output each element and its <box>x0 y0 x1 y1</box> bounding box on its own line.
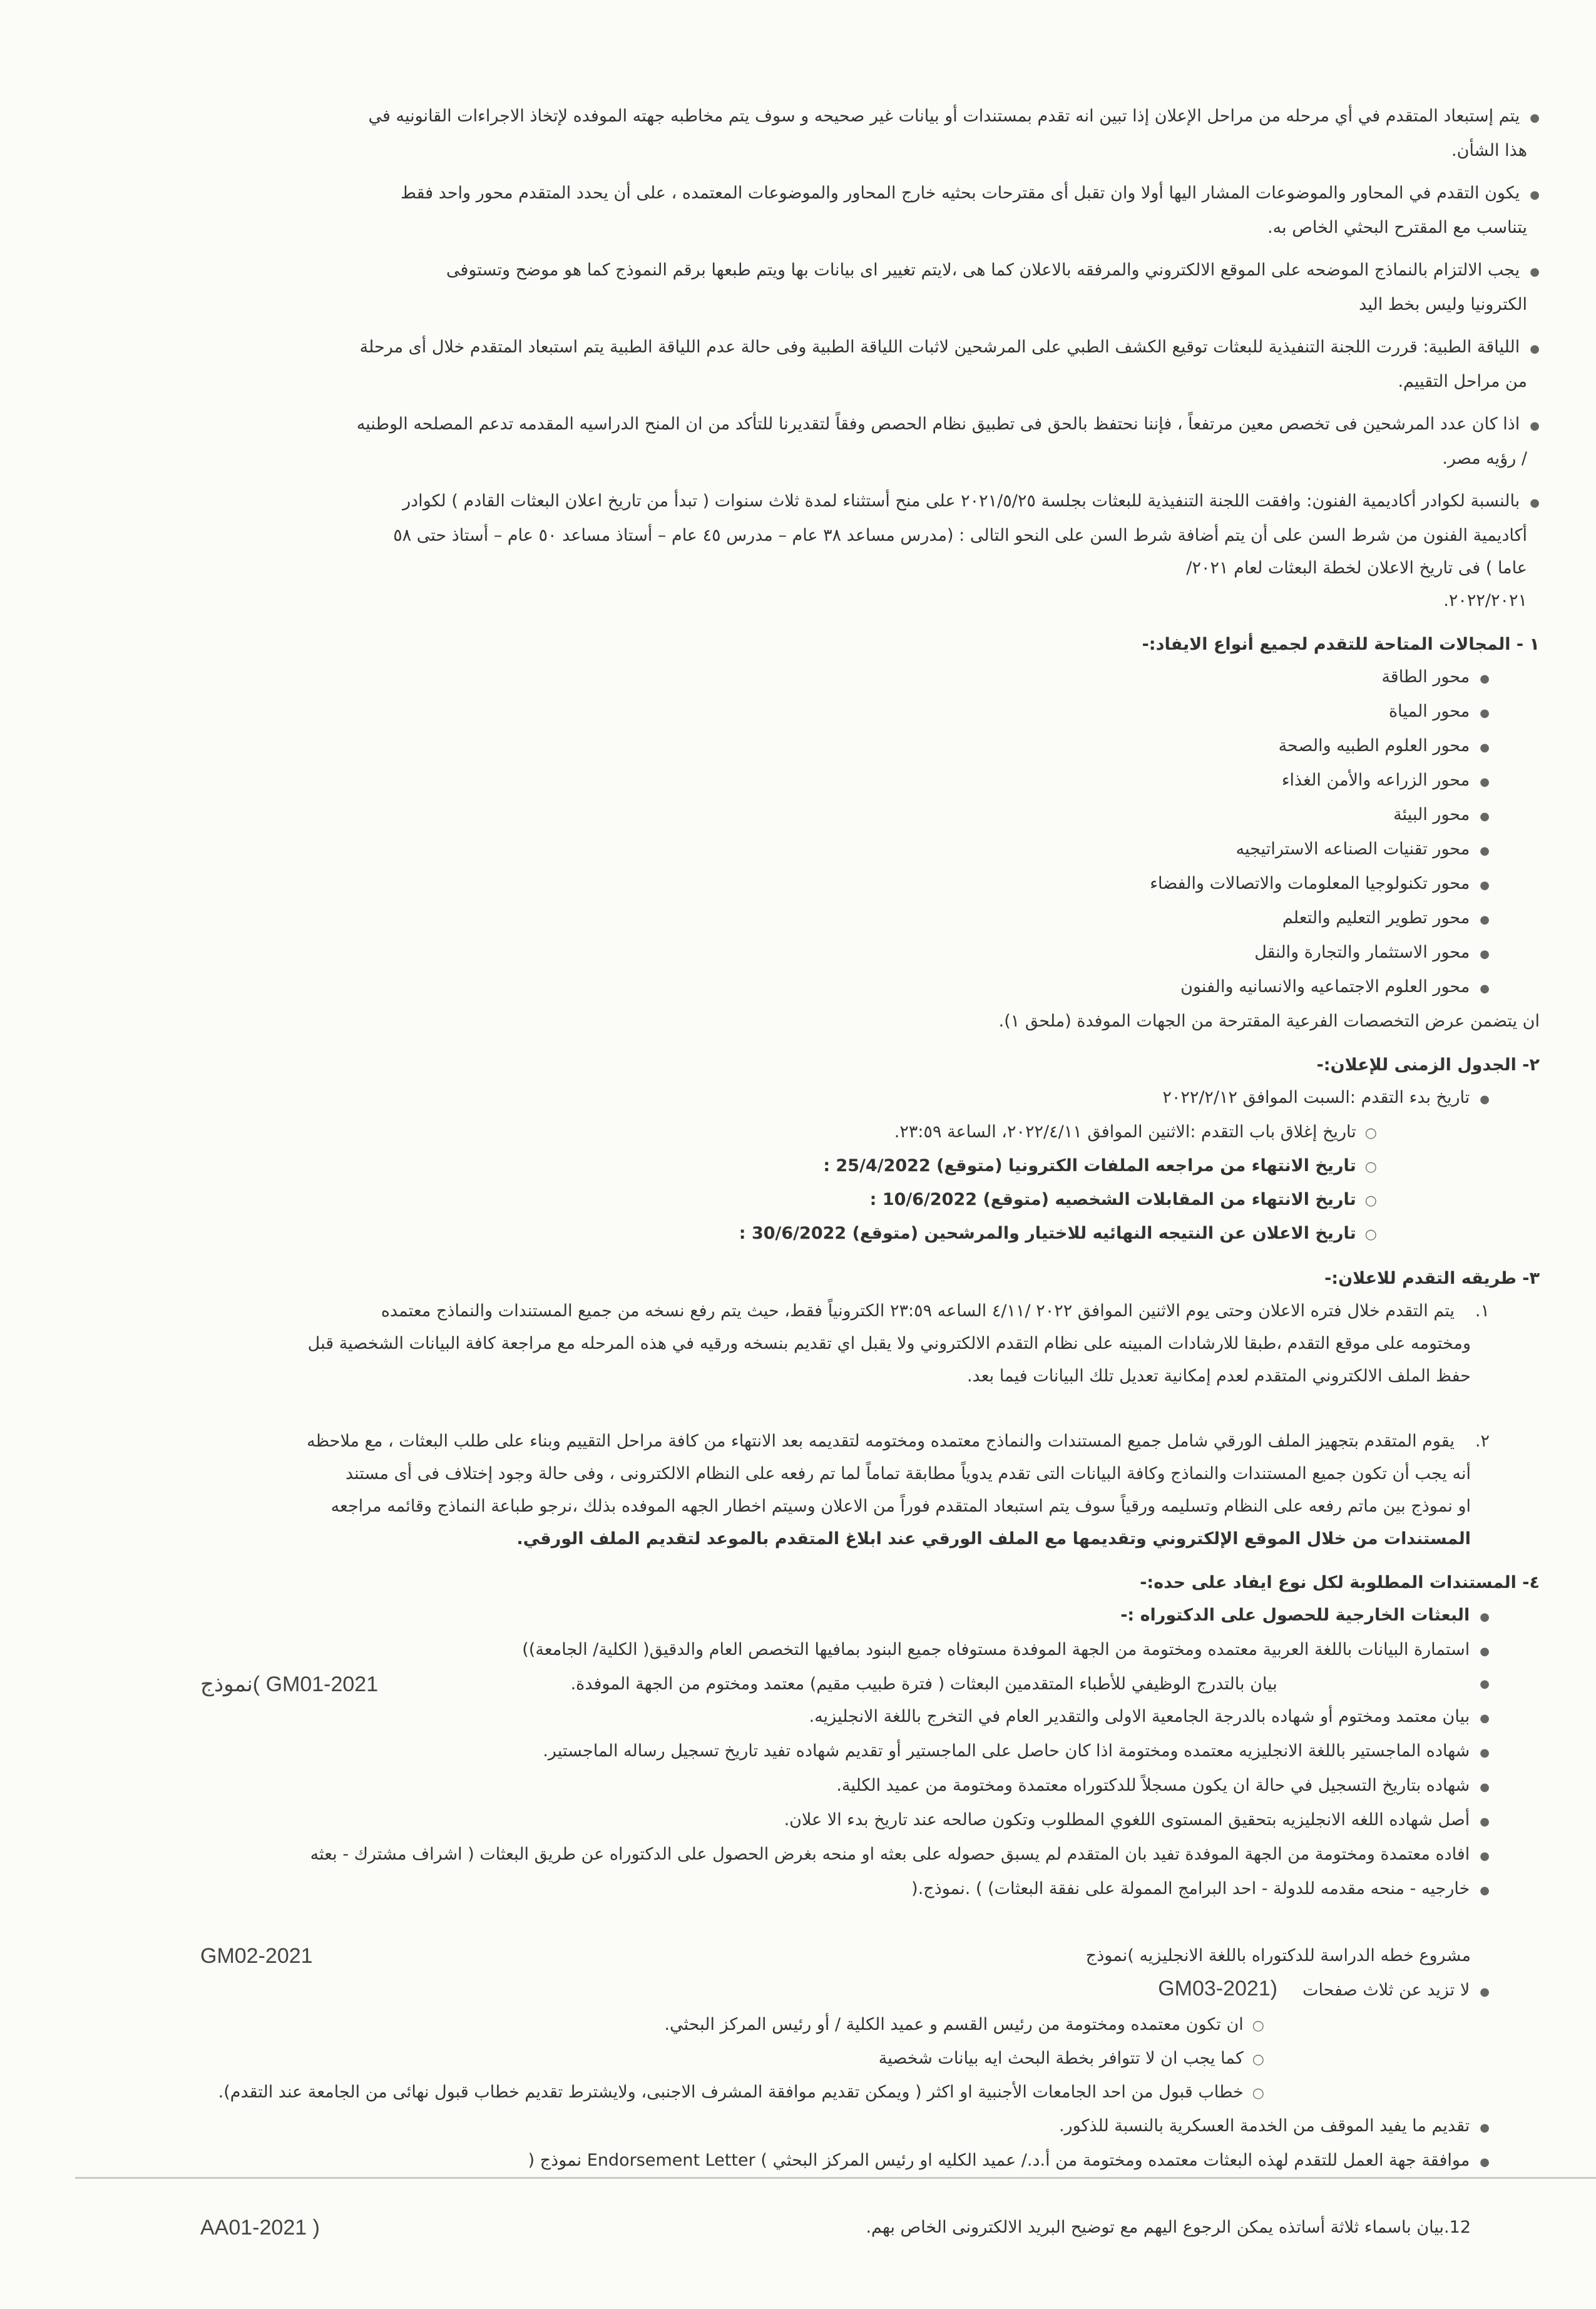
method-step-number: ٢. <box>1475 1431 1490 1451</box>
timeline-heading: ٢- الجدول الزمنى للإعلان:- <box>1316 1055 1540 1075</box>
timeline-interviews: ○ تاريخ الانتهاء من المقابلات الشخصيه (متوقع) 10/6/2022 : <box>163 1184 1540 1217</box>
condition-exclusion-cont: هذا الشأن. <box>1451 141 1527 160</box>
field-item: ● محور الاستثمار والتجارة والنقل <box>163 936 1540 971</box>
method-step-2-cont: المستندات من خلال الموقع الإلكتروني وتقديمها مع الملف الورقي عند ابلاغ المتقدم بالموعد لتقديم الملف الورقي. <box>516 1529 1471 1549</box>
condition-axes: ● يكون التقدم في المحاور والموضوعات المشار اليها أولا وان تقبل أى مقترحات بحثيه خارج المحاور والموضوعات المعتمده ، على أن يحدد المتقدم محور واحد فقط <box>163 177 1540 212</box>
documents-heading: ٤- المستندات المطلوبة لكل نوع ايفاد على حده:- <box>1140 1573 1540 1592</box>
document-item: ● افاده معتمدة ومختومة من الجهة الموفدة تفيد بان المتقدم لم يسبق حصوله على بعثه او منحه بغرض الحصول على الدكتوراه عن طريق البعثات ( اشراف مشترك - بعثه <box>163 1838 1540 1873</box>
field-item: ● محور البيئة <box>163 799 1540 833</box>
document-item <box>163 1972 1540 2009</box>
method-section <box>163 1262 1540 1555</box>
field-item: ● محور المياة <box>163 695 1540 730</box>
document-item <box>163 2244 1540 2276</box>
method-step-1-cont: ومختومه على موقع التقدم ،طبقا للارشادات المبينه على نظام التقدم الالكتروني ولا يقبل اي تقديم بنسخه ورقيه في هذه المرحله مع مراجعة كافة البيانات الشخصية قبل <box>307 1334 1471 1353</box>
condition-quota-cont: / رؤيه مصر. <box>1442 449 1527 468</box>
condition-exclusion: ● يتم إستبعاد المتقدم في أي مرحله من مراحل الإعلان إذا تبين انه تقدم بمستندات أو بيانات غير صحيحه و سوف يتم مخاطبه جهته الموفده لإتخاذ الاجراءات القانونيه في <box>163 100 1540 135</box>
document-subitem: ○ كما يجب ان لا تتوافر بخطة البحث ايه بيانات شخصية <box>163 2042 1540 2076</box>
method-heading: ٣- طريقه التقدم للاعلان:- <box>1324 1269 1540 1288</box>
document-item: ● شهاده الماجستير باللغة الانجليزيه معتمده ومختومة اذا كان حاصل على الماجستير أو تقديم شهاده تفيد تاريخ تسجيل رساله الماجستير. <box>163 1735 1540 1769</box>
document-item-cont <box>163 1907 1540 1940</box>
documents-section <box>163 1567 1540 2309</box>
condition-arts-cont-2: عاما ) فى تاريخ الاعلان لخطة البعثات لعام ٢٠٢١/ <box>1186 558 1527 578</box>
scan-edge-line <box>75 2177 1596 2179</box>
form-code: نموذج( GM01-2021 <box>200 1672 379 1696</box>
document-item-cont <box>163 2179 1540 2211</box>
document-item: ● بيان معتمد ومختوم أو شهاده بالدرجة الجامعية الاولى والتقدير العام في التخرج باللغة الانجليزيه. <box>163 1701 1540 1735</box>
document-item <box>163 1668 1540 1701</box>
method-step-2-cont: او نموذج بين ماتم رفعه على النظام وتسليمه ورقياً سوف يتم استبعاد المتقدم فوراً من الاعلان وسيتم اخطار الجهه الموفده بذلك ،نرجو طباعة النماذج وقائمه مراجعه <box>330 1497 1471 1516</box>
field-item: ● محور تقنيات الصناعه الاستراتيجيه <box>163 833 1540 868</box>
field-item: ● محور تطوير التعليم والتعلم <box>163 902 1540 936</box>
document-item: ● شهاده بتاريخ التسجيل في حالة ان يكون مسجلاً للدكتوراه معتمدة ومختومة من عميد الكلية. <box>163 1769 1540 1804</box>
timeline-results: ○ تاريخ الاعلان عن النتيجه النهائيه للاختيار والمرشحين (متوقع) 30/6/2022 : <box>163 1217 1540 1251</box>
document-subitem: ○ ان تكون معتمده ومختومة من رئيس القسم و عميد الكلية / أو رئيس المركز البحثي. <box>163 2009 1540 2042</box>
fields-note: ان يتضمن عرض التخصصات الفرعية المقترحة من الجهات الموفدة (ملحق ١). <box>998 1011 1540 1031</box>
condition-arts-cont-3: ٢٠٢٢/٢٠٢١. <box>1443 591 1527 610</box>
condition-arts-cont-1: أكاديمية الفنون من شرط السن على أن يتم أضافة شرط السن على النحو التالى : (مدرس مساعد ٣٨ عام – مدرس ٤٥ عام – أستاذ مساعد ٥٠ عام – أستاذ حتى ٥٨ <box>393 526 1527 545</box>
fields-section <box>163 628 1540 1038</box>
document-item-cont <box>163 2276 1540 2309</box>
document-item: ● أصل شهاده اللغه الانجليزيه بتحقيق المستوى اللغوي المطلوب وتكون صالحه عند تاريخ بدء الا علان. <box>163 1804 1540 1838</box>
method-step-1-cont <box>163 1393 1540 1425</box>
documents-subheading: ● البعثات الخارجية للحصول على الدكتوراه :- <box>163 1599 1540 1634</box>
form-code: AA01-2021 ) <box>200 2216 320 2240</box>
condition-forms: ● يجب الالتزام بالنماذج الموضحه على الموقع الالكتروني والمرفقه بالاعلان كما هى ،لايتم تغيير اى بيانات بها ويتم طبعها برقم النموذج كما هو موضح وتستوفى <box>163 254 1540 289</box>
document-item-text: مشروع خطه الدراسة للدكتوراه باللغة الانجليزيه )نموذج <box>1085 1946 1471 1965</box>
condition-medical-cont: من مراحل التقييم. <box>1398 372 1527 391</box>
document-item: ● تقديم ما يفيد الموقف من الخدمة العسكرية بالنسبة للذكور. <box>163 2110 1540 2144</box>
document-subitem: ○ خطاب قبول من احد الجامعات الأجنبية او اكثر ( ويمكن تقديم موافقة المشرف الاجنبى، ولايشترط تقديم خطاب قبول نهائى من الجامعة عند التقدم). <box>163 2076 1540 2110</box>
field-item: ● محور العلوم الاجتماعيه والانسانيه والفنون <box>163 971 1540 1005</box>
form-code: GM03-2021) <box>1158 1977 1278 2000</box>
document-item-text: 12.بيان باسماء ثلاثة أساتذه يمكن الرجوع اليهم مع توضيح البريد الالكترونى الخاص بهم. <box>866 2218 1471 2237</box>
form-code: GM02-2021 <box>200 1944 313 1968</box>
field-item: ● محور تكنولوجيا المعلومات والاتصالات والفضاء <box>163 868 1540 902</box>
field-item: ● محور العلوم الطبيه والصحة <box>163 730 1540 764</box>
method-step-text: يتم التقدم خلال فتره الاعلان وحتى يوم الاثنين الموافق ٢٠٢٢ /٤/١١ الساعه ٢٣:٥٩ الكترونياً فقط، حيث يتم رفع نسخه من جميع المستندات والنماذج معتمده <box>381 1301 1455 1321</box>
field-item: ● محور الزراعه والأمن الغذاء <box>163 764 1540 799</box>
timeline-close: ○ تاريخ إغلاق باب التقدم :الاثنين الموافق ٢٠٢٢/٤/١١، الساعة ٢٣:٥٩. <box>163 1116 1540 1150</box>
timeline-review: ○ تاريخ الانتهاء من مراجعه الملفات الكترونيا (متوقع) 25/4/2022 : <box>163 1150 1540 1184</box>
method-step-1 <box>163 1295 1540 1328</box>
document-item-text: ● بيان بالتدرج الوظيفي للأطباء المتقدمين البعثات ( فترة طبيب مقيم) معتمد ومختوم من الجهة الموفدة. <box>570 1674 1277 1694</box>
timeline-section <box>163 1049 1540 1251</box>
field-item: ● محور الطاقة <box>163 661 1540 695</box>
method-step-2-cont: أنه يجب أن تكون جميع المستندات والنماذج وكافة البيانات التى تقدم يدوياً مطابقة تماماً لما تم رفعه على النظام الالكترونى ، وفى حالة وجود إختلاف فى أى مستند <box>345 1464 1471 1483</box>
document-item: ● خارجيه - منحه مقدمه للدولة - احد البرامج الممولة على نفقة البعثات) ) .نموذج.( <box>163 1873 1540 1907</box>
document-item: ● استمارة البيانات باللغة العربية معتمده ومختومة من الجهة الموفدة مستوفاه جميع البنود بمافيها التخصص العام والدقيق( الكلية/ الجامعة)) <box>163 1634 1540 1668</box>
condition-medical: ● اللياقة الطبية: قررت اللجنة التنفيذية للبعثات توقيع الكشف الطبي على المرشحين لاثبات اللياقة الطبية وفى حالة عدم اللياقة الطبية يتم استبعاد المتقدم خلال أى مرحلة <box>163 331 1540 366</box>
method-step-number: ١. <box>1475 1301 1490 1321</box>
condition-axes-cont: يتناسب مع المقترح البحثي الخاص به. <box>1267 218 1527 237</box>
method-step-text: يقوم المتقدم بتجهيز الملف الورقي شامل جميع المستندات والنماذج معتمده ومختومه لتقديمه بعد الانتهاء من كافة مراحل التقييم وبناء على طلب البعثات ، مع ملاحظه <box>307 1431 1455 1451</box>
fields-heading: ١ - المجالات المتاحة للتقدم لجميع أنواع الايفاد:- <box>1142 635 1540 654</box>
method-step-1-cont: حفظ الملف الالكتروني المتقدم لعدم إمكانية تعديل تلك البيانات فيما بعد. <box>966 1366 1471 1386</box>
conditions-list <box>163 100 1540 617</box>
method-step-2 <box>163 1425 1540 1458</box>
condition-forms-cont: الكترونيا وليس بخط اليد <box>1359 295 1527 314</box>
document-item: ● موافقة جهة العمل للتقدم لهذه البعثات معتمده ومختومة من أ.د./ عميد الكليه او رئيس المركز البحثي ) Endorsement Letter نموذج ( <box>163 2144 1540 2179</box>
timeline-start: ● تاريخ بدء التقدم :السبت الموافق ٢٠٢٢/٢/١٢ <box>163 1082 1540 1116</box>
condition-quota: ● اذا كان عدد المرشحين فى تخصص معين مرتفعاً ، فإننا نحتفظ بالحق فى تطبيق نظام الحصص وفقاً لتقديرنا للتأكد من ان المنح الدراسيه المقدمه تدعم المصلحه الوطنيه <box>163 408 1540 443</box>
document-item-cont <box>163 1940 1540 1972</box>
document-item <box>163 2211 1540 2244</box>
condition-arts: ● بالنسبة لكوادر أكاديمية الفنون: وافقت اللجنة التنفيذية للبعثات بجلسة ٢٠٢١/٥/٢٥ على منح أستثناء لمدة ثلاث سنوات ( تبدأ من تاريخ اعلان البعثات القادم ) لكوادر <box>163 485 1540 520</box>
document-item-text: لا تزيد عن ثلاث صفحات <box>1302 1980 1470 2000</box>
